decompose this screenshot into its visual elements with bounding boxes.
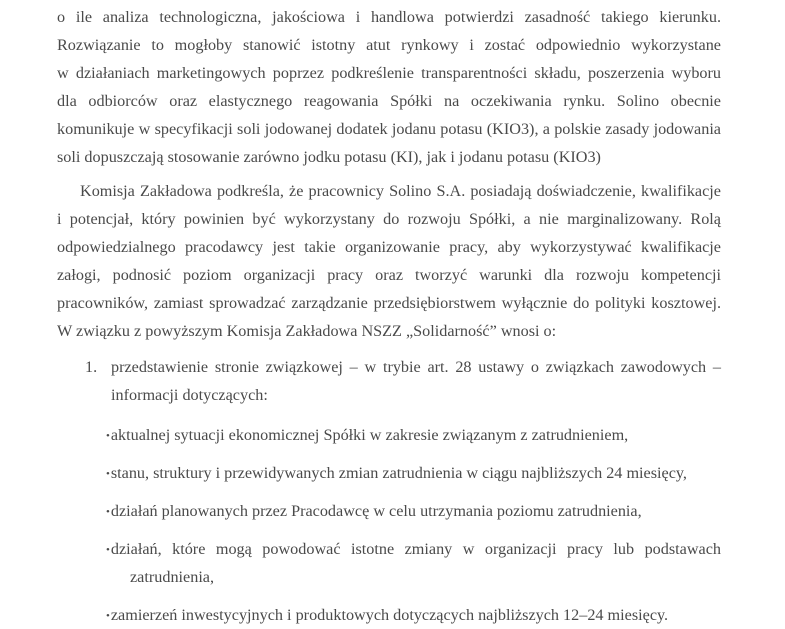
- bullet-text: aktualnej sytuacji ekonomicznej Spółki w zakresie związanym z zatrudnieniem,: [110, 426, 629, 444]
- bullet-text: działań planowanych przez Pracodawcę w celu utrzymania poziomu zatrudnienia,: [110, 502, 642, 520]
- bullet-item: [106, 424, 628, 446]
- paragraph-line: załogi, podnosić poziom organizacji pracy oraz tworzyć warunki dla rozwoju kompetencji: [57, 266, 721, 284]
- bullet-text-continuation: zatrudnienia,: [130, 568, 215, 586]
- paragraph-line: Komisja Zakładowa podkreśla, że pracownicy Solino S.A. posiadają doświadczenie, kwalifikacje: [80, 182, 721, 200]
- paragraph-line: w działaniach marketingowych poprzez podkreślenie transparentności składu, poszerzenia wyboru: [57, 64, 721, 82]
- bullet-text: działań, które mogą powodować istotne zmiany w organizacji pracy lub podstawach: [110, 540, 721, 558]
- paragraph-line: odpowiedzialnego pracodawcy jest takie organizowanie pracy, aby wykorzystywać kwalifikacje: [57, 238, 721, 256]
- list-item-number: 1.: [85, 358, 98, 376]
- paragraph-line: pracowników, zamiast sprowadzać zarządzanie przedsiębiorstwem wyłącznie do polityki kosztowej.: [57, 294, 721, 312]
- paragraph-line: o ile analiza technologiczna, jakościowa i handlowa potwierdzi zasadność takiego kierunku.: [57, 8, 721, 26]
- bullet-icon: •: [106, 544, 110, 556]
- bullet-text: stanu, struktury i przewidywanych zmian zatrudnienia w ciągu najbliższych 24 miesięcy,: [110, 464, 687, 482]
- bullet-icon: •: [106, 610, 110, 622]
- bullet-icon: •: [106, 506, 110, 518]
- paragraph-line: Rozwiązanie to mogłoby stanowić istotny atut rynkowy i zostać odpowiednio wykorzystane: [57, 36, 721, 54]
- bullet-icon: •: [106, 468, 110, 480]
- paragraph-line: dla odbiorców oraz elastycznego reagowania Spółki na oczekiwania rynku. Solino obecnie: [57, 92, 721, 110]
- list-item-line: informacji dotyczących:: [111, 386, 268, 404]
- bullet-text: zamierzeń inwestycyjnych i produktowych dotyczących najbliższych 12–24 miesięcy.: [110, 606, 669, 624]
- bullet-item: [106, 538, 721, 560]
- paragraph-line: W związku z powyższym Komisja Zakładowa NSZZ „Solidarność” wnosi o:: [57, 322, 557, 340]
- bullet-item: [106, 462, 687, 484]
- bullet-icon: •: [106, 430, 110, 442]
- list-item-line: przedstawienie stronie związkowej – w trybie art. 28 ustawy o związkach zawodowych –: [111, 358, 721, 376]
- paragraph-line: komunikuje w specyfikacji soli jodowanej dodatek jodanu potasu (KIO3), a polskie zasady jodowania: [57, 120, 721, 138]
- paragraph-line: i potencjał, który powinien być wykorzystany do rozwoju Spółki, a nie marginalizowany. Rolą: [57, 210, 721, 228]
- bullet-item: [106, 604, 668, 626]
- bullet-item: [106, 500, 642, 522]
- paragraph-line: soli dopuszczają stosowanie zarówno jodku potasu (KI), jak i jodanu potasu (KIO3): [57, 148, 601, 166]
